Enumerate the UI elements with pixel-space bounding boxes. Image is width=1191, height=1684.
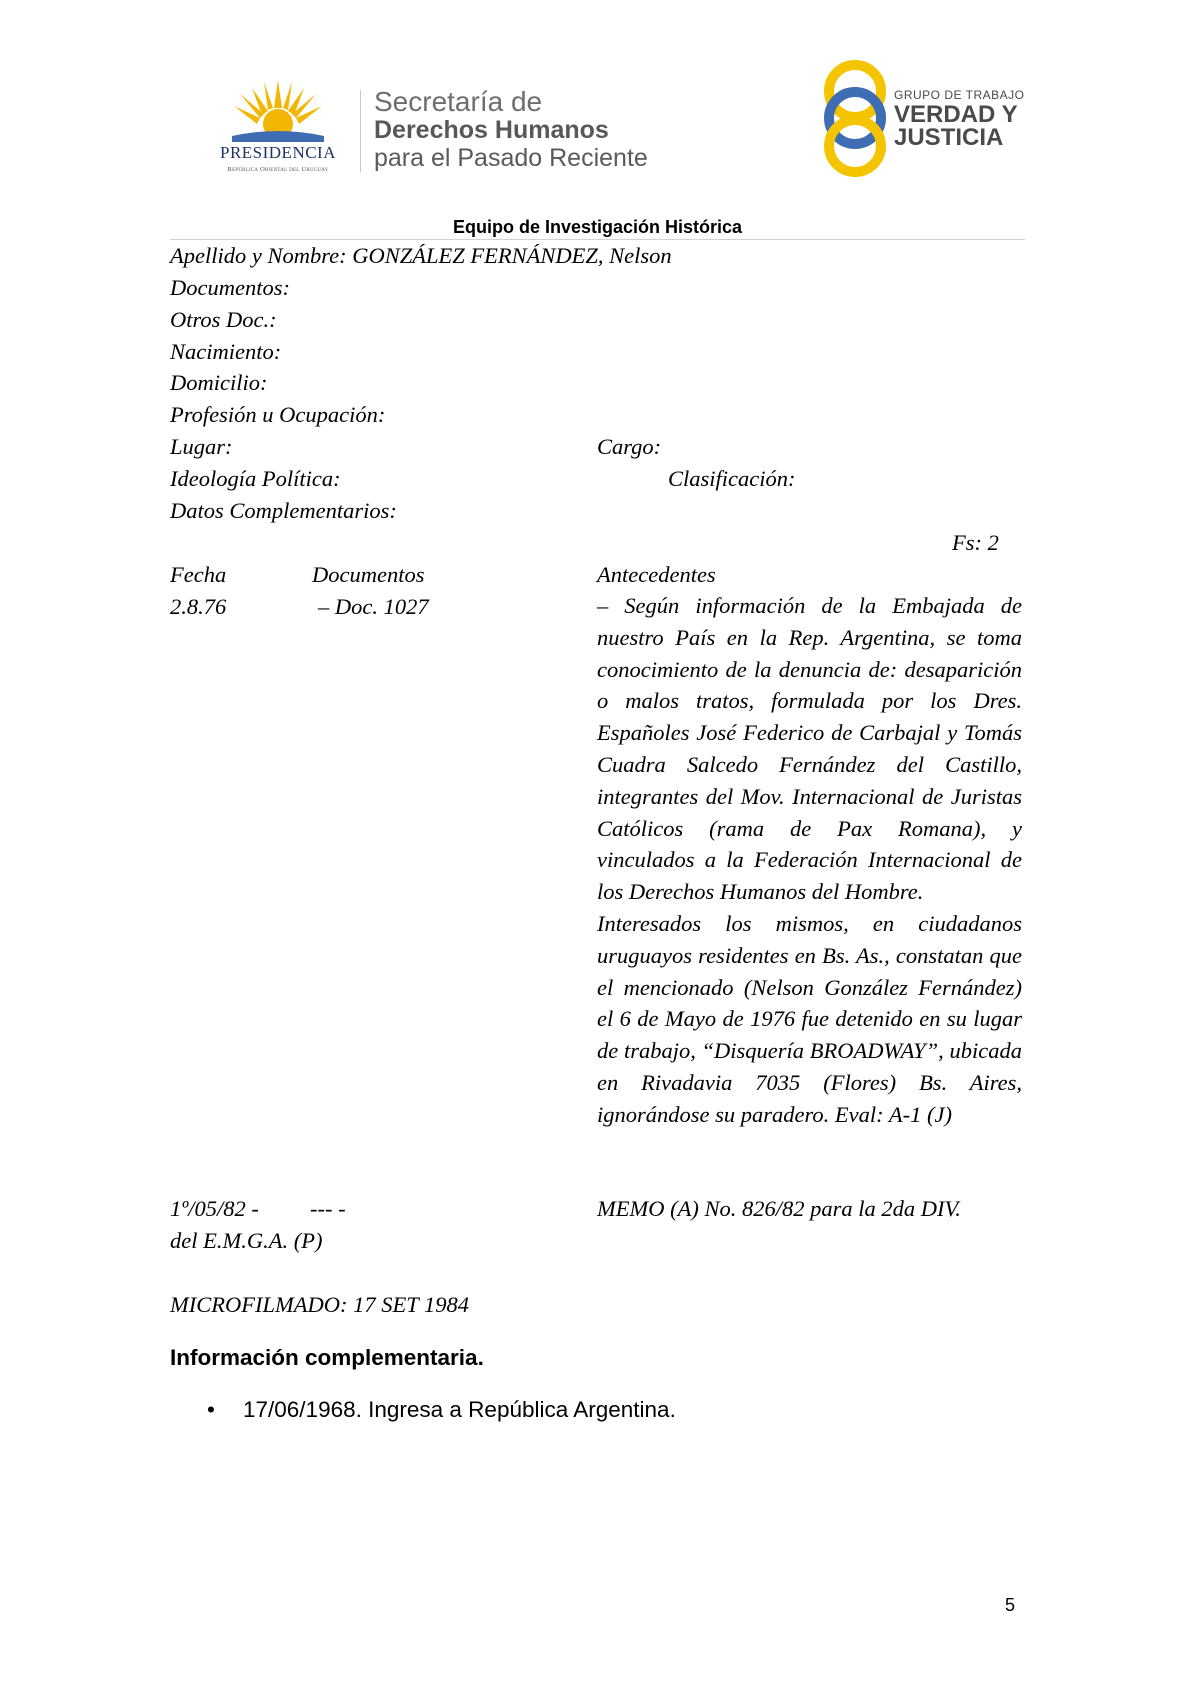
field-otros-doc: Otros Doc.: — [170, 307, 277, 332]
grupo-line1: GRUPO DE TRABAJO — [894, 88, 1025, 102]
folio-number: Fs: 2 — [952, 530, 999, 555]
header-documentos: Documentos — [312, 562, 425, 587]
secretaria-line3: para el Pasado Reciente — [374, 144, 648, 172]
field-apellido-nombre: Apellido y Nombre: GONZÁLEZ FERNÁNDEZ, Nelson — [170, 243, 672, 268]
bullet-icon: • — [207, 1397, 215, 1422]
rings-icon — [820, 56, 890, 181]
entry2-fecha-line2: del E.M.G.A. (P) — [170, 1228, 323, 1253]
field-datos-complementarios: Datos Complementarios: — [170, 498, 397, 523]
entry2-documento: --- - — [310, 1196, 346, 1221]
entry1-fecha: 2.8.76 — [170, 594, 227, 619]
field-ideologia: Ideología Política: — [170, 466, 341, 491]
field-documentos: Documentos: — [170, 275, 290, 300]
field-nacimiento: Nacimiento: — [170, 339, 282, 364]
header-divider — [360, 90, 361, 172]
field-domicilio: Domicilio: — [170, 370, 268, 395]
presidencia-subtitle: República Oriental del Uruguay — [227, 166, 329, 173]
header-antecedentes: Antecedentes — [597, 562, 716, 587]
field-lugar: Lugar: — [170, 434, 233, 459]
entry1-antecedente — [597, 590, 1022, 1131]
presidencia-word: PRESIDENCIA — [219, 143, 336, 162]
verdad-justicia-logo — [820, 56, 1040, 181]
microfilmado-stamp: MICROFILMADO: 17 SET 1984 — [170, 1292, 469, 1317]
secretaria-logo-text — [374, 88, 648, 172]
list-item-text: 17/06/1968. Ingresa a República Argentina. — [243, 1397, 676, 1422]
entry2-fecha: 1º/05/82 - — [170, 1196, 259, 1221]
grupo-line2: VERDAD Y — [894, 101, 1018, 128]
entry1-antecedente-p2: Interesados los mismos, en ciudadanos uruguayos residentes en Bs. As., constatan que el mencionado (Nelson González Fernández) el 6 de Mayo de 1976 fue detenido en su lugar de trabajo, “Disquería BROADWAY”, ubicada en Rivadavia 7035 (Flores) Bs. Aires, ignorándose su paradero. Eval: A-1 (J) — [597, 910, 1022, 1127]
team-title: Equipo de Investigación Histórica — [452, 217, 743, 237]
info-heading: Información complementaria. — [170, 1345, 484, 1370]
grupo-line3: JUSTICIA — [894, 124, 1004, 151]
header-fecha: Fecha — [170, 562, 227, 587]
entry1-antecedente-p1: – Según información de la Embajada de nuestro País en la Rep. Argentina, se toma conocimiento de la denuncia de: desaparición o malos tratos, formulada por los Dres. Españoles José Federico de Carbajal y Tomás Cuadra Salcedo Fernández del Castillo, integrantes del Mov. Internacional de Juristas Católicos (rama de Pax Romana), y vinculados a la Federación Internacional de los Derechos Humanos del Hombre. — [597, 593, 1022, 905]
page-number: 5 — [1005, 1595, 1016, 1615]
secretaria-line2: Derechos Humanos — [374, 116, 609, 144]
field-clasificacion: Clasificación: — [668, 466, 796, 491]
field-cargo: Cargo: — [597, 434, 662, 459]
entry1-documento: – Doc. 1027 — [318, 594, 429, 619]
list-item — [207, 1397, 676, 1423]
entry2-antecedente: MEMO (A) No. 826/82 para la 2da DIV. — [597, 1196, 961, 1221]
sun-icon — [228, 80, 328, 142]
presidencia-logo — [198, 80, 358, 180]
field-profesion: Profesión u Ocupación: — [170, 402, 386, 427]
secretaria-line1: Secretaría de — [374, 86, 543, 117]
